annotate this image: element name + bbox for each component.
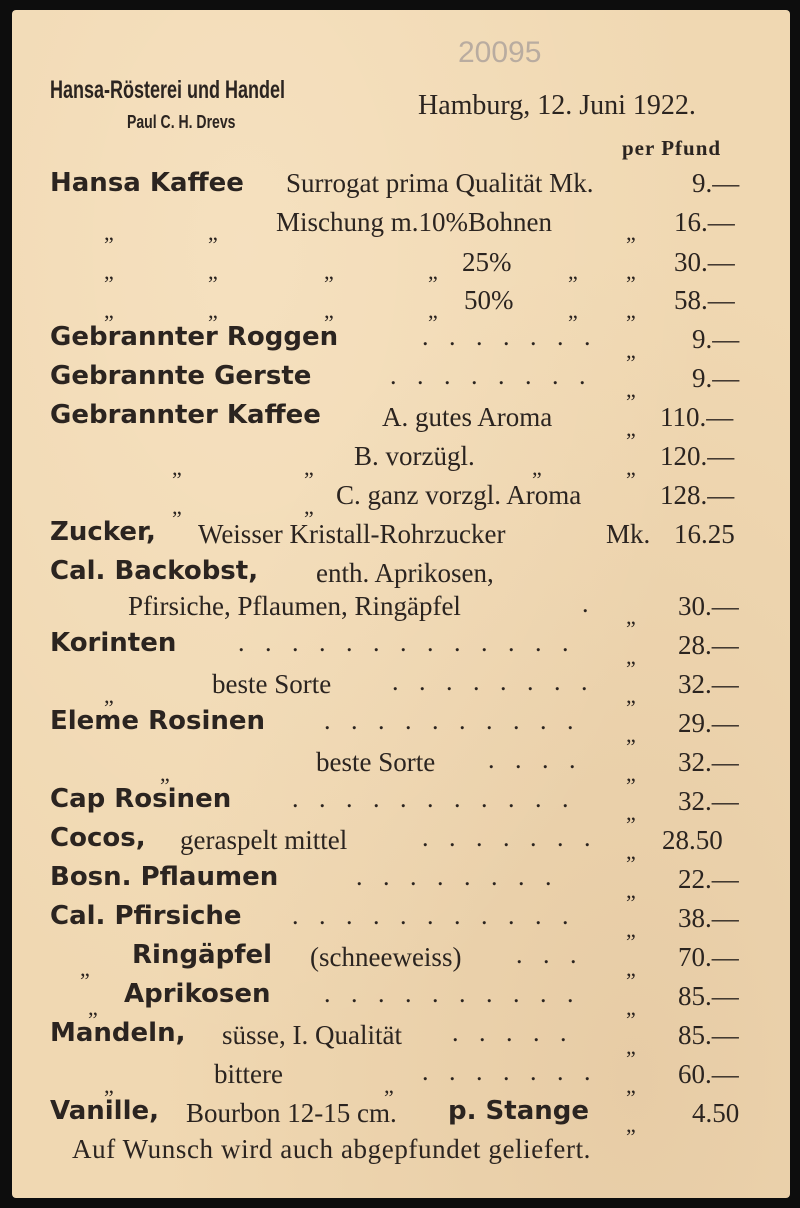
leader-dots: . . . . . . . . . . [324,979,581,1008]
leader-dots: . . . . . . . . . . [324,706,581,735]
ditto-mark: „ [568,298,578,323]
ditto-mark: „ [626,995,636,1020]
item-price: 9.— [692,168,740,198]
ditto-mark: „ [532,455,542,480]
ditto-mark: „ [324,298,334,323]
item-desc: süsse, I. Qualität [222,1020,402,1050]
item-name: Gebrannter Roggen [50,322,339,352]
pencil-annotation: 20095 [458,36,542,69]
ditto-mark: „ [626,761,636,786]
leader-dots: . . . . . [452,1018,574,1047]
item-desc: Pfirsiche, Pflaumen, Ringäpfel [128,591,461,621]
item-desc: beste Sorte [212,669,332,699]
ditto-mark: „ [88,995,98,1020]
leader-dots: . . . . . . . . [392,667,595,696]
item-price: 85.— [678,1020,739,1050]
item-desc: Weisser Kristall-Rohrzucker [198,519,506,549]
item-desc: bittere [214,1059,283,1089]
item-price: 32.— [678,669,739,699]
ditto-mark: „ [208,298,218,323]
per-pound-label: per Pfund [622,136,722,160]
ditto-mark: „ [626,683,636,708]
item-name: Cap Rosinen [50,784,232,814]
place-date: Hamburg, 12. Juni 1922. [418,90,696,121]
ditto-mark: „ [568,259,578,284]
item-name: Cal. Pfirsiche [50,901,242,931]
leader-dots: . . . . . . . [422,823,598,852]
item-price: 16.— [674,207,735,237]
item-name: Gebrannte Gerste [50,361,312,391]
item-desc: Surrogat prima Qualität Mk. [286,168,594,198]
item-desc: geraspelt mittel [180,825,348,855]
ditto-mark: „ [626,455,636,480]
item-desc: (schneeweiss) [310,942,462,972]
item-price: 128.— [660,480,735,510]
item-desc: enth. Aprikosen, [316,558,494,588]
item-name: Cal. Backobst, [50,556,259,586]
price-list-card [12,10,790,1198]
item-name: Gebrannter Kaffee [50,400,321,430]
ditto-mark: „ [626,338,636,363]
ditto-mark: „ [104,1073,114,1098]
item-desc: C. ganz vorzgl. Aroma [336,480,582,510]
item-desc: 25% [462,247,512,277]
ditto-mark: „ [104,220,114,245]
item-price: 28.50 [662,825,723,855]
item-price: 60.— [678,1059,739,1089]
item-price: 30.— [674,247,735,277]
ditto-mark: „ [104,259,114,284]
item-desc: B. vorzügl. [354,441,475,471]
item-price: 28.— [678,630,739,660]
leader-dots: . . . . [488,745,583,774]
ditto-mark: „ [626,416,636,441]
item-desc: beste Sorte [316,747,436,777]
item-name: Vanille, [50,1096,160,1126]
ditto-mark: „ [626,956,636,981]
item-price: 4.50 [692,1098,740,1128]
item-desc: A. gutes Aroma [382,402,553,432]
ditto-mark: „ [626,298,636,323]
leader-dots: . [582,589,596,618]
item-unit: p. Stange [448,1096,589,1126]
ditto-mark: „ [304,494,314,519]
item-name: Mandeln, [50,1018,186,1048]
ditto-mark: „ [384,1073,394,1098]
item-price: 120.— [660,441,735,471]
item-desc: 50% [464,285,514,315]
leader-dots: . . . . . . . . . . . [292,784,576,813]
leader-dots: . . . . . . . [422,1057,598,1086]
footer-note: Auf Wunsch wird auch abgepfundet geliefert. [72,1134,592,1164]
item-price: 85.— [678,981,739,1011]
ditto-mark: „ [626,1073,636,1098]
ditto-mark: „ [428,259,438,284]
item-name: Korinten [50,628,177,658]
ditto-mark: „ [626,220,636,245]
ditto-mark: „ [626,800,636,825]
ditto-mark: „ [324,259,334,284]
item-price: 30.— [678,591,739,621]
item-price: 16.25 [674,519,735,549]
leader-dots: . . . . . . . . . . . [292,901,576,930]
item-price: 22.— [678,864,739,894]
item-name: Eleme Rosinen [50,706,266,736]
item-desc: Bourbon 12-15 cm. [186,1098,397,1128]
leader-dots: . . . . . . . . . . . . . [238,628,576,657]
item-price: 58.— [674,285,735,315]
item-unit: Mk. [606,519,651,549]
ditto-mark: „ [428,298,438,323]
ditto-mark: „ [104,298,114,323]
ditto-mark: „ [626,917,636,942]
ditto-mark: „ [626,839,636,864]
item-name: Hansa Kaffee [50,168,244,198]
ditto-mark: „ [172,494,182,519]
ditto-mark: „ [626,878,636,903]
item-desc: Mischung m.10%Bohnen [276,207,552,237]
item-name: Bosn. Pflaumen [50,862,279,892]
item-price: 110.— [660,402,734,432]
item-price: 29.— [678,708,739,738]
ditto-mark: „ [626,644,636,669]
ditto-mark: „ [208,220,218,245]
item-name: Zucker, [50,517,156,547]
leader-dots: . . . . . . . . [390,361,593,390]
ditto-mark: „ [160,761,170,786]
ditto-mark: „ [626,604,636,629]
item-name: Ringäpfel [132,940,273,970]
ditto-mark: „ [80,956,90,981]
ditto-mark: „ [172,455,182,480]
ditto-mark: „ [304,455,314,480]
item-price: 38.— [678,903,739,933]
ditto-mark: „ [626,1112,636,1137]
leader-dots: . . . . . . . . [356,862,559,891]
item-price: 32.— [678,786,739,816]
ditto-mark: „ [104,683,114,708]
ditto-mark: „ [626,722,636,747]
ditto-mark: „ [626,377,636,402]
owner-name: Paul C. H. Drevs [127,112,236,132]
item-name: Cocos, [50,823,146,853]
leader-dots: . . . . . . . [422,322,598,351]
ditto-mark: „ [626,1034,636,1059]
leader-dots: . . . [516,940,584,969]
ditto-mark: „ [626,259,636,284]
item-name: Aprikosen [124,979,271,1009]
item-price: 9.— [692,324,740,354]
item-price: 9.— [692,363,740,393]
company-name: Hansa-Rösterei und Handel [50,76,286,104]
item-price: 32.— [678,747,739,777]
ditto-mark: „ [208,259,218,284]
item-price: 70.— [678,942,739,972]
